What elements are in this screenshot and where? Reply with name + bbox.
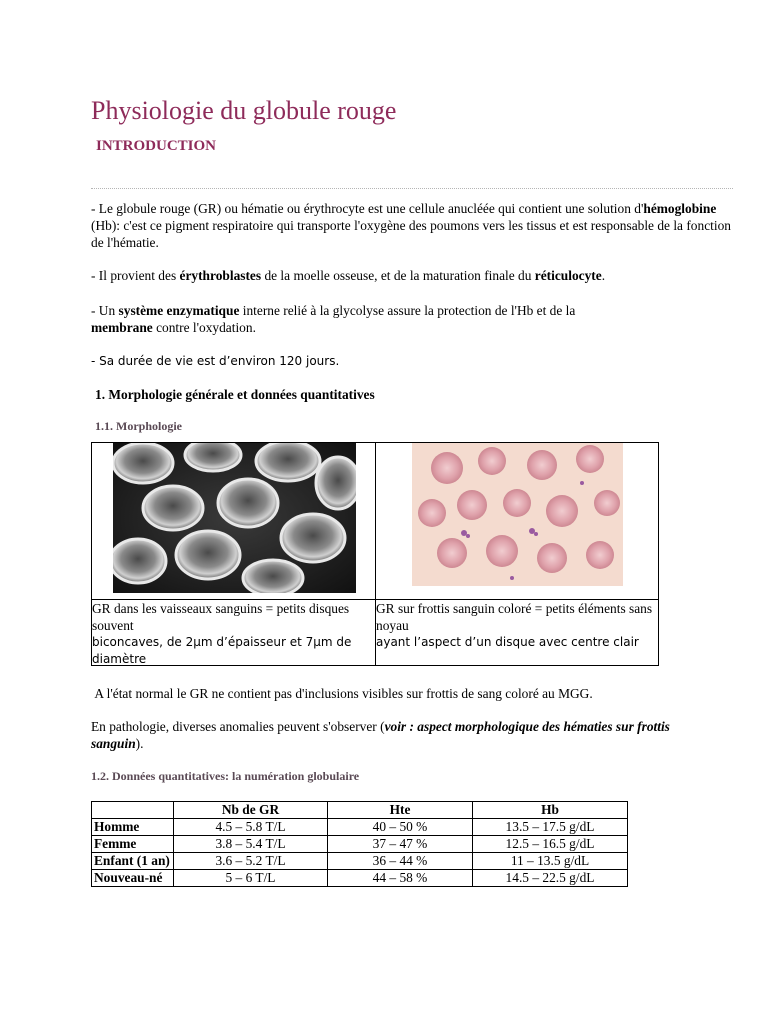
caption-vessels: GR dans les vaisseaux sanguins = petits disques souvent biconcaves, de 2µm d’épaisseur et 7µm de diamètre: [92, 601, 352, 666]
table-header-cell: Hb: [473, 802, 628, 819]
table-cell: 40 – 50 %: [328, 819, 473, 836]
intro-paragraph-2: - Il provient des érythroblastes de la moelle osseuse, et de la maturation finale du réticulocyte.: [91, 268, 606, 283]
table-cell: Enfant (1 an): [92, 853, 174, 870]
table-row: [92, 853, 628, 870]
table-cell: 5 – 6 T/L: [174, 870, 328, 887]
table-cell: 13.5 – 17.5 g/dL: [473, 819, 628, 836]
table-header-row: [92, 802, 628, 819]
table-row: [92, 870, 628, 887]
table-cell: 37 – 47 %: [328, 836, 473, 853]
subsection-heading-numeration: 1.2. Données quantitatives: la numération globulaire: [91, 769, 360, 783]
table-cell: 14.5 – 22.5 g/dL: [473, 870, 628, 887]
section-heading-morphologie-generale: 1. Morphologie générale et données quantitatives: [95, 387, 375, 402]
table-header-cell: Hte: [328, 802, 473, 819]
table-cell: 44 – 58 %: [328, 870, 473, 887]
table-header-cell: [92, 802, 174, 819]
table-cell: 4.5 – 5.8 T/L: [174, 819, 328, 836]
blood-smear-image: [412, 443, 623, 586]
morphology-table: [91, 442, 659, 666]
pathology-paragraph: En pathologie, diverses anomalies peuvent s'observer (voir : aspect morphologique des hématies sur frottis sanguin).: [91, 719, 670, 751]
table-cell: 3.6 – 5.2 T/L: [174, 853, 328, 870]
table-cell: Femme: [92, 836, 174, 853]
intro-heading: INTRODUCTION: [96, 138, 217, 154]
table-cell: 11 – 13.5 g/dL: [473, 853, 628, 870]
sem-red-blood-cells-image: [113, 443, 356, 593]
normal-state-paragraph: A l'état normal le GR ne contient pas d'inclusions visibles sur frottis de sang coloré au MGG.: [94, 686, 593, 701]
table-row: [92, 836, 628, 853]
section-divider: [91, 188, 733, 189]
table-header-cell: Nb de GR: [174, 802, 328, 819]
table-cell: Nouveau-né: [92, 870, 174, 887]
intro-paragraph-1: - Le globule rouge (GR) ou hématie ou érythrocyte est une cellule anucléée qui contient une solution d'hémoglobine (Hb): c'est ce pigment respiratoire qui transporte l'oxygène des poumons vers les tissus et est responsable de la fonction de l'hématie.: [91, 201, 731, 250]
table-cell: 12.5 – 16.5 g/dL: [473, 836, 628, 853]
caption-smear: GR sur frottis sanguin coloré = petits éléments sans noyau ayant l’aspect d’un disque avec centre clair: [376, 601, 653, 649]
table-cell: Homme: [92, 819, 174, 836]
blood-count-table: [91, 801, 628, 887]
table-cell: 3.8 – 5.4 T/L: [174, 836, 328, 853]
table-cell: 36 – 44 %: [328, 853, 473, 870]
page-title: Physiologie du globule rouge: [91, 96, 397, 125]
intro-paragraph-3: - Un système enzymatique interne relié à la glycolyse assure la protection de l'Hb et de la membrane contre l'oxydation.: [91, 303, 576, 335]
subsection-heading-morphologie: 1.1. Morphologie: [95, 419, 182, 433]
intro-paragraph-4: - Sa durée de vie est d’environ 120 jours.: [91, 354, 340, 368]
table-row: [92, 819, 628, 836]
